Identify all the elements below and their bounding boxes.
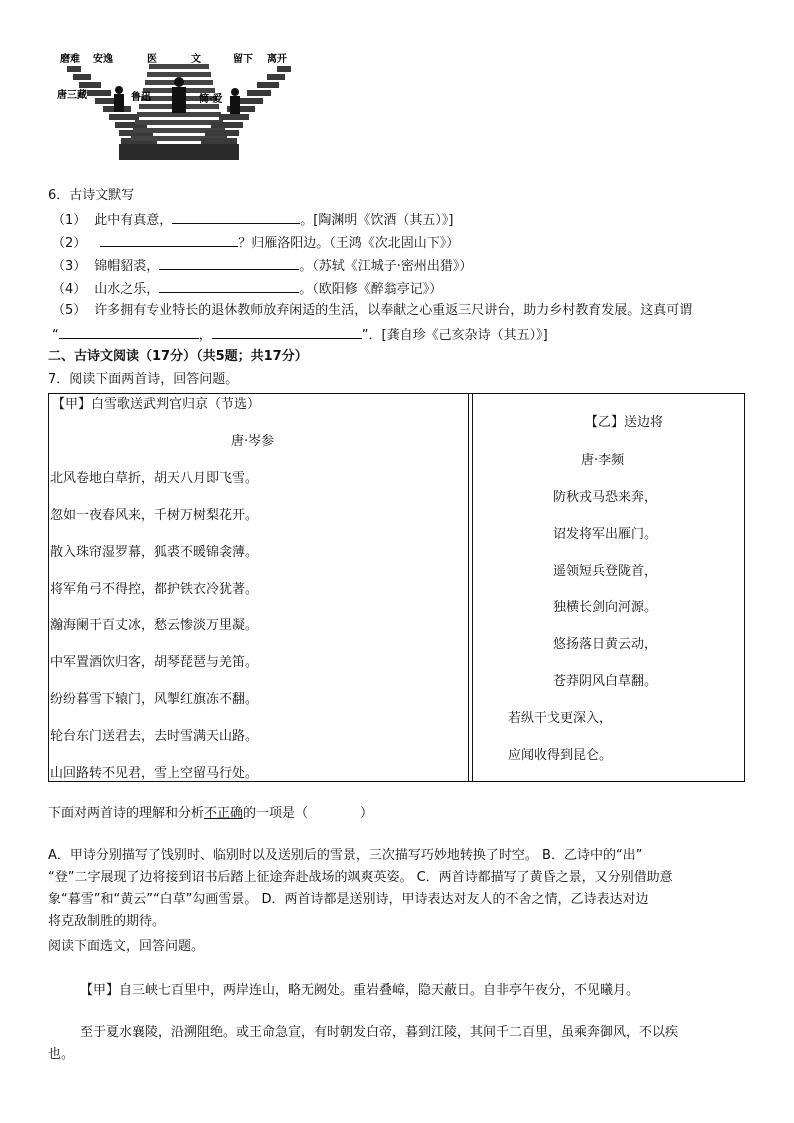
q6-item-5 [52,301,692,321]
poem-b-line: 遥领短兵登陇首， [553,564,658,579]
answer-blank-3[interactable] [159,255,299,270]
poem-a-line: 北风卷地白草折，胡天八月即飞雪。 [50,471,259,486]
q6-item-2 [52,232,459,254]
figure-label-mid-2: 简·爱 [199,94,223,105]
answer-blank-5b[interactable] [212,324,362,339]
poem-b-line: 防秋戎马恐来奔， [553,490,658,505]
question-post: 的一项是（ ） [243,806,374,821]
figure-label-mid-1: 鲁迅 [131,92,151,103]
poem-b-line: 若纵干戈更深入， [508,711,613,726]
q6-item-1 [52,209,453,231]
figure-label-top-2: 医 [147,54,157,65]
poem-a-line: 忽如一夜春风来，千树万树梨花开。 [50,508,259,523]
table-divider [472,394,473,781]
poem-a-line: 山回路转不见君，雪上空留马行处。 [50,766,259,781]
poem-a-author: 唐·岑参 [231,434,275,449]
q6-item-4 [52,278,442,300]
q7-options-line: 象“暮雪”和“黄云”“白草”勾画雪景。 D．两首诗都是送别诗，甲诗表达对友人的不舍之情，乙诗表达对边 [48,892,649,907]
question-pre: 下面对两首诗的理解和分析 [48,806,205,821]
reading-paragraph: 至于夏水襄陵，沿溯阻绝。或王命急宣，有时朝发白帝，暮到江陵，其间千二百里，虽乘奔御风，不以疾 [80,1025,679,1040]
figure-label-top-0: 磨难 [60,54,80,65]
section-heading: 二、古诗文阅读（17分）（共5题；共17分） [48,349,308,364]
poem-b-line: 应闻收得到昆仑。 [508,748,613,763]
poem-b-line: 悠扬落日黄云动， [553,637,658,652]
item-post: ？归雁洛阳边。（王鸿《次北固山下》） [238,236,460,251]
item-pre: 此中有真意， [94,213,173,228]
q6-title: 6．古诗文默写 [48,188,135,203]
table-divider [468,394,469,781]
item-post: 。[陶渊明《饮酒（其五）》] [300,213,454,228]
figure-label-mid-0: 唐三藏 [57,90,87,101]
item-pre: 锦帽貂裘， [94,259,160,274]
item-post: ”．[龚自珍《己亥杂诗（其五）》] [361,328,548,343]
poem-a-line: 中军置酒饮归客，胡琴琵琶与羌笛。 [50,655,259,670]
q7-title: 7．阅读下面两首诗，回答问题。 [48,372,239,387]
figure-label-top-5: 离开 [267,54,287,65]
poem-a-line: 纷纷暮雪下辕门，风掣红旗冻不翻。 [50,692,259,707]
item-number: （5） [52,303,87,318]
answer-blank-1[interactable] [172,209,300,224]
poem-a-line: 瀚海阑干百丈冰，愁云惨淡万里凝。 [50,618,259,633]
staircase-illustration [57,48,301,164]
q7-options-line: 将克敌制胜的期待。 [48,914,166,929]
poem-b-title: 【乙】送边将 [585,415,664,430]
item-pre: 山水之乐， [94,282,160,297]
poem-a-line: 散入珠帘湿罗幕，狐裘不暖锦衾薄。 [50,545,259,560]
reading-intro: 阅读下面选文，回答问题。 [48,939,205,954]
poem-a-title: 【甲】白雪歌送武判官归京（节选） [52,397,261,412]
q7-options-line: A．甲诗分别描写了饯别时、临别时以及送别后的雪景，三次描写巧妙地转换了时空。 B．乙诗中的“出” [48,848,643,863]
poem-b-line: 独横长剑向河源。 [553,600,658,615]
figure-label-top-3: 文 [191,54,201,65]
reading-paragraph-end: 也。 [48,1047,75,1062]
staircase-figure [57,48,301,164]
item-pre: 许多拥有专业特长的退休教师放弃闲适的生活，以奉献之心重返三尺讲台，助力乡村教育发展。这真可谓 [94,303,693,318]
poem-a-line: 轮台东门送君去，去时雪满天山路。 [50,729,259,744]
item-post: 。（欧阳修《醉翁亭记》） [299,282,443,297]
figure-label-top-1: 安逸 [93,54,113,65]
item-number: （2） [52,236,87,251]
answer-blank-2[interactable] [100,232,238,247]
q7-question [48,804,373,824]
item-post: 。（苏轼《江城子·密州出猎》） [299,259,473,274]
figure-label-top-4: 留下 [233,54,253,65]
poem-b-line: 苍莽阴风白草翻。 [553,674,658,689]
item-number: （1） [52,213,87,228]
item-number: （4） [52,282,87,297]
question-emphasis: 不正确 [204,806,244,821]
open-quote: “ [52,328,59,343]
poem-b-line: 诏发将军出雁门。 [553,527,658,542]
answer-blank-5a[interactable] [59,324,199,339]
q6-item-3 [52,255,472,277]
item-number: （3） [52,259,87,274]
answer-blank-4[interactable] [159,278,299,293]
poem-b-author: 唐·李频 [581,453,625,468]
poem-table [48,393,745,782]
reading-paragraph: 【甲】自三峡七百里中，两岸连山，略无阙处。重岩叠嶂，隐天蔽日。自非亭午夜分，不见曦月。 [80,983,640,998]
q7-options-line: “登”二字展现了边将接到诏书后踏上征途奔赴战场的飒爽英姿。 C．两首诗都描写了黄昏之景，又分别借助意 [48,870,673,885]
q6-item-5-line2: “ ， ”．[龚自珍《己亥杂诗（其五）》] [52,324,548,346]
poem-a-line: 将军角弓不得控，都护铁衣冷犹著。 [50,582,259,597]
